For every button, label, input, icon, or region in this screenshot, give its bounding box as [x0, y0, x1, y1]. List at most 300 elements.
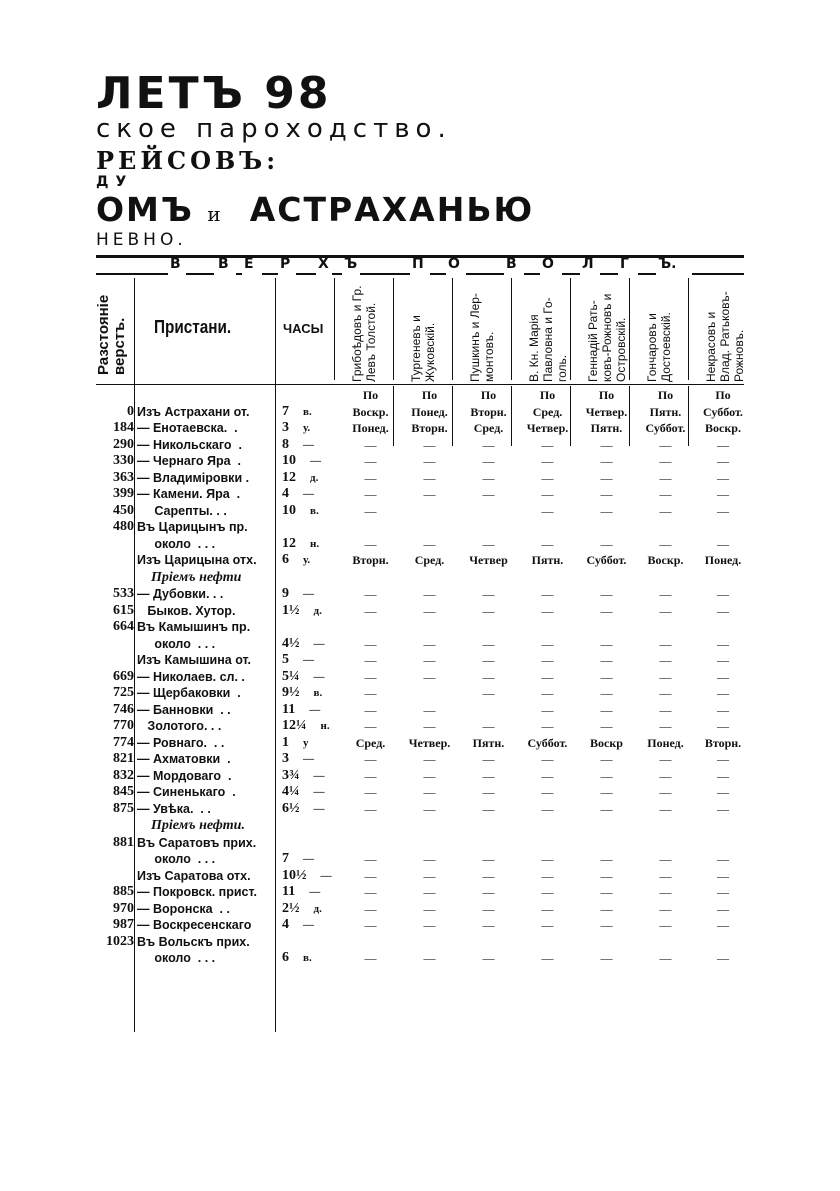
pier-name: Въ Саратовъ прих. [137, 835, 257, 850]
ship-cell: — [659, 885, 672, 899]
table-row [96, 420, 751, 437]
row-hour [278, 735, 341, 752]
hour-value: 4¼ [282, 784, 300, 799]
row-distance: 770 [113, 718, 134, 733]
banner-dash [96, 273, 168, 275]
row-hour [278, 784, 341, 801]
hour-value: 7 [282, 403, 289, 419]
hour-value: 12¼ [282, 718, 307, 733]
ship-cell: — [423, 852, 436, 866]
row-distance [96, 552, 134, 569]
ship-cell: — [482, 587, 495, 601]
ship-cell: — [423, 653, 436, 667]
direction-banner [96, 256, 744, 276]
table-row [96, 669, 751, 686]
table-row [96, 636, 751, 653]
ship-cell: — [364, 653, 377, 667]
row-hour [278, 536, 341, 553]
row-pier [134, 685, 278, 702]
pier-name: — Енотаевска. . [137, 421, 238, 435]
ship-cell: — [541, 918, 554, 932]
ship-column-label: Тургеневъ и Жуковскій. [409, 315, 437, 382]
row-pier [134, 718, 278, 735]
row-pier [134, 420, 278, 437]
table-row [96, 768, 751, 785]
ship-cell: — [541, 437, 554, 452]
ship-cell [459, 817, 518, 835]
hour-period: — [313, 769, 325, 782]
row-hour [278, 420, 341, 437]
ship-cell: — [600, 901, 613, 916]
ship-cell: — [541, 587, 554, 601]
ship-cell: — [364, 470, 377, 485]
ship-cell: Суббот. [527, 735, 568, 750]
row-hour [278, 586, 341, 603]
ship-cell: — [482, 603, 495, 618]
ship-cell: — [717, 852, 729, 866]
ship-cell: — [541, 653, 554, 667]
ship-cell: — [541, 669, 554, 684]
hour-value: 9½ [282, 685, 300, 700]
ship-cell: Пятн. [590, 421, 623, 435]
row-pier [134, 536, 278, 553]
ship-cell: Понед. [704, 553, 742, 567]
ship-cell: — [541, 636, 554, 651]
row-hour [278, 603, 341, 620]
ship-cell: — [600, 536, 613, 551]
row-pier [134, 784, 278, 801]
ship-cell: Сред. [473, 421, 504, 435]
row-hour [278, 768, 341, 785]
row-pier [134, 868, 278, 885]
table-row [96, 603, 751, 620]
ship-cell [577, 835, 636, 852]
pier-name: — Ахматовки . [137, 752, 231, 766]
ship-cell [577, 519, 636, 536]
table-row [96, 586, 751, 603]
pier-name: Золотого. . . [137, 719, 222, 733]
ship-cell [400, 685, 459, 702]
row-pier [134, 735, 278, 752]
ship-cell: — [659, 901, 672, 916]
column-divider [688, 278, 689, 380]
ship-cell: — [423, 752, 436, 766]
row-distance: 881 [113, 834, 134, 850]
ship-cell: По [480, 387, 497, 402]
ship-cell: — [364, 868, 377, 883]
ship-cell: — [659, 768, 672, 783]
ship-cell: — [482, 785, 495, 799]
hour-value: 3 [282, 751, 289, 766]
ship-cell: — [659, 702, 672, 717]
hour-value: 3 [282, 420, 289, 435]
ship-cell [695, 519, 751, 536]
hour-value: 6 [282, 950, 289, 965]
hour-value: 4½ [282, 635, 300, 651]
ship-cell: — [541, 785, 554, 799]
ship-cell: — [541, 686, 554, 700]
hour-value: 2½ [282, 900, 300, 916]
banner-letter: О [542, 256, 554, 272]
ship-cell: — [541, 868, 554, 883]
ship-cell: — [482, 852, 495, 866]
row-pier [134, 669, 278, 686]
row-pier [134, 817, 278, 835]
ship-cell: — [659, 536, 672, 551]
row-pier [134, 486, 278, 503]
ship-cell: — [482, 951, 495, 965]
banner-dash [430, 273, 446, 275]
row-hour [278, 934, 341, 951]
banner-letter: В [170, 256, 181, 272]
ship-cell [695, 817, 751, 835]
row-pier [134, 950, 278, 967]
hour-value: 6½ [282, 800, 300, 816]
table-row [96, 917, 751, 934]
ship-cell: — [659, 653, 672, 667]
ship-cell: — [659, 852, 672, 866]
pier-name: — Николаев. сл. . [137, 669, 245, 684]
hour-period: — [313, 802, 325, 815]
table-row [96, 817, 751, 835]
ship-cell [636, 519, 695, 536]
ship-cell: Четвер. [585, 404, 628, 419]
ship-cell [341, 934, 400, 951]
ship-cell: — [423, 768, 436, 783]
ship-cell: — [600, 918, 613, 932]
ship-cell: — [600, 951, 613, 965]
ship-cell: Сред. [355, 735, 386, 750]
ship-cell [400, 817, 459, 835]
row-distance [96, 652, 134, 669]
hour-period: — [303, 753, 314, 765]
ship-cell: — [364, 885, 377, 899]
row-hour [278, 950, 341, 967]
table-row [96, 702, 751, 719]
hour-period: — [303, 488, 314, 500]
ship-cell [636, 569, 695, 587]
pier-name: — Никольскаго . [137, 437, 242, 452]
row-distance: 1023 [106, 933, 134, 949]
banner-dash [332, 273, 342, 275]
ship-cell: — [717, 885, 729, 899]
row-distance [96, 950, 134, 967]
row-hour [278, 835, 341, 852]
ship-column-label: В. Кн. Марія Павловна и Го-голь. [527, 297, 569, 382]
banner-dash [692, 273, 744, 275]
table-row [96, 652, 751, 669]
table-row [96, 437, 751, 454]
row-pier [134, 934, 278, 951]
row-hour [278, 817, 341, 835]
row-pier [134, 851, 278, 868]
row-hour [278, 652, 341, 669]
ship-column-label: Грибоѣдовъ и Гр. Левъ Толстой. [350, 285, 378, 382]
ship-cell: Суббот. [645, 421, 686, 435]
ship-cell: — [600, 603, 613, 618]
table-row [96, 934, 751, 951]
hour-value: 4 [282, 917, 289, 932]
ship-cell: Вторн. [411, 421, 448, 435]
row-pier [134, 768, 278, 785]
row-distance: 399 [113, 486, 134, 501]
ship-cell [577, 934, 636, 951]
ship-cell: Четвер [469, 553, 508, 567]
row-distance: 970 [113, 900, 134, 916]
ship-cell: — [659, 454, 672, 468]
ship-cell: — [600, 437, 613, 452]
col-distance-label: Разстояніе верстъ. [95, 294, 128, 375]
ship-cell: — [659, 503, 672, 518]
hour-period: н. [310, 537, 320, 550]
table-row [96, 851, 751, 868]
row-pier [134, 586, 278, 603]
row-hour [278, 636, 341, 653]
row-pier [134, 503, 278, 520]
ship-cell [459, 569, 518, 587]
ship-cell: Пятн. [649, 404, 682, 419]
ship-cell: — [717, 536, 729, 551]
row-distance: 669 [113, 668, 134, 684]
ship-cell: — [600, 636, 613, 651]
hour-period: — [303, 654, 314, 666]
row-distance: 330 [113, 453, 134, 468]
ship-cell: — [717, 901, 729, 916]
ship-cell: — [659, 603, 672, 618]
ship-cell: — [423, 603, 436, 618]
hour-value: 8 [282, 436, 289, 452]
hour-value: 10½ [282, 867, 307, 883]
row-pier [134, 519, 278, 536]
column-divider [452, 278, 453, 380]
pier-name: Пріемъ нефти. [137, 818, 245, 833]
route-conj: и [207, 202, 223, 226]
title-years: ЛЕТЪ 98 [96, 68, 332, 119]
ship-cell: — [364, 454, 377, 468]
row-pier [134, 884, 278, 901]
ship-cell [518, 934, 577, 951]
ship-cell [400, 519, 459, 536]
ship-cell [518, 835, 577, 852]
ship-cell: — [600, 454, 613, 468]
row-hour [278, 801, 341, 818]
ship-cell: — [541, 951, 554, 965]
column-divider [393, 278, 394, 380]
row-distance [96, 536, 134, 553]
pier-name: Сарепты. . . [137, 503, 227, 518]
hour-value: 12 [282, 469, 296, 485]
timetable [96, 387, 751, 967]
row-pier [134, 835, 278, 852]
table-row [96, 801, 751, 818]
row-distance: 533 [113, 586, 134, 601]
ship-cell: — [364, 603, 377, 618]
pier-name: — Покровск. прист. [137, 885, 257, 899]
ship-cell: — [600, 868, 613, 883]
banner-letter: О [448, 256, 460, 272]
pier-name: Пріемъ нефти [137, 569, 242, 585]
banner-letter: П [412, 256, 424, 272]
ship-cell [695, 934, 751, 951]
hour-period: — [303, 438, 314, 451]
banner-dash [186, 273, 214, 275]
ship-cell: — [717, 487, 729, 501]
ship-cell [577, 569, 636, 587]
row-hour [278, 619, 341, 636]
pier-name: — Синенькаго . [137, 785, 236, 799]
banner-dash [296, 273, 316, 275]
ship-cell: — [717, 768, 729, 783]
ship-cell: — [600, 470, 613, 485]
hour-period: — [303, 919, 314, 931]
hour-value: 4 [282, 486, 289, 501]
hour-value: 6 [282, 552, 289, 567]
ship-cell [400, 503, 459, 520]
pier-name: около . . . [137, 852, 216, 866]
ship-cell: — [541, 801, 554, 816]
row-distance: 664 [113, 619, 134, 634]
ship-cell: — [717, 437, 729, 452]
ship-cell: — [600, 587, 613, 601]
table-row [96, 387, 751, 404]
ship-cell: — [600, 653, 613, 667]
ship-cell: Воскр [590, 735, 623, 750]
pier-name: Быков. Хутор. [137, 603, 236, 618]
ship-cell: — [717, 752, 729, 766]
ship-cell: — [423, 868, 436, 883]
pier-name: — Увѣка. . . [137, 801, 211, 816]
ship-cell [518, 817, 577, 835]
ship-cell: — [541, 852, 554, 866]
ship-cell: Пятн. [472, 735, 505, 750]
row-hour [278, 437, 341, 454]
ship-cell: — [600, 487, 613, 501]
row-hour [278, 917, 341, 934]
ship-cell [695, 835, 751, 852]
row-pier [134, 801, 278, 818]
row-hour [278, 503, 341, 520]
ship-cell: — [659, 669, 672, 684]
ship-cell: По [657, 387, 674, 402]
row-distance: 184 [113, 420, 134, 435]
ship-cell: — [364, 785, 377, 799]
ship-cell [400, 934, 459, 951]
row-hour [278, 884, 341, 901]
ship-cell: — [423, 918, 436, 932]
ship-cell: — [364, 536, 377, 551]
ship-cell: — [364, 503, 377, 518]
ship-cell: — [717, 719, 729, 733]
table-row [96, 901, 751, 918]
column-divider [629, 278, 630, 380]
ship-cell: — [717, 603, 729, 618]
row-pier [134, 901, 278, 918]
row-distance: 821 [113, 751, 134, 766]
ship-cell: — [600, 801, 613, 816]
pier-name: Въ Вольскъ прих. [137, 934, 250, 949]
hour-period: — [313, 786, 325, 798]
table-row [96, 453, 751, 470]
row-hour [278, 851, 341, 868]
ship-cell: По [598, 387, 615, 402]
hour-value: 12 [282, 535, 296, 551]
banner-dash [466, 273, 504, 275]
ship-cell: — [423, 470, 436, 485]
pier-name: — Ровнаго. . . [137, 735, 225, 750]
ship-cell [636, 835, 695, 852]
row-hour [278, 404, 341, 421]
ship-cell: — [600, 669, 613, 684]
ship-cell: Понед. [411, 404, 448, 419]
row-distance: 987 [113, 917, 134, 932]
ship-cell: — [717, 702, 729, 717]
pier-name: — Владиміровки . [137, 470, 250, 485]
table-row [96, 486, 751, 503]
hour-value: 11 [282, 701, 296, 717]
ship-cell: — [541, 487, 554, 501]
banner-letter: Л [582, 256, 594, 272]
table-row [96, 735, 751, 752]
pier-name: Изъ Камышина от. [137, 653, 252, 667]
row-distance: 290 [113, 436, 134, 452]
ship-cell: — [541, 603, 554, 618]
ship-cell: — [541, 885, 554, 899]
row-distance [96, 868, 134, 885]
ship-cell: — [659, 868, 672, 883]
ship-cell: — [482, 636, 495, 651]
ship-cell: — [659, 487, 672, 501]
ship-cell [695, 619, 751, 636]
banner-dash [524, 273, 540, 275]
row-hour [278, 718, 341, 735]
hour-period: у. [303, 422, 311, 434]
ship-cell: — [423, 487, 436, 501]
ship-cell [459, 835, 518, 852]
banner-dash [638, 273, 656, 275]
row-pier [134, 702, 278, 719]
pier-name: Изъ Саратова отх. [137, 868, 251, 883]
hour-period: — [303, 853, 314, 865]
banner-letter: Ъ [344, 256, 358, 272]
title-company: ское пароходство. [96, 114, 452, 144]
ship-cell: — [659, 636, 672, 651]
row-pier [134, 552, 278, 569]
row-hour [278, 453, 341, 470]
ship-cell [459, 619, 518, 636]
hour-value: 10 [282, 502, 296, 518]
ship-cell: — [600, 752, 613, 766]
ship-cell: — [600, 852, 613, 866]
table-row [96, 569, 751, 587]
hour-value: 7 [282, 851, 289, 866]
ship-cell: — [364, 768, 377, 783]
ship-cell: — [482, 752, 495, 766]
header-bottom-rule [96, 384, 744, 385]
ship-cell: — [717, 785, 729, 799]
ship-cell: — [482, 801, 495, 816]
ship-cell: — [423, 801, 436, 816]
ship-cell: — [482, 868, 495, 883]
ship-cell: Четвер. [526, 421, 569, 435]
ship-cell: — [659, 801, 672, 816]
ship-cell [636, 817, 695, 835]
ship-cell [400, 619, 459, 636]
ship-cell: — [423, 636, 436, 651]
title-daily: НЕВНО. [96, 230, 187, 250]
row-hour [278, 387, 341, 404]
row-distance [96, 636, 134, 653]
row-distance [96, 387, 134, 404]
